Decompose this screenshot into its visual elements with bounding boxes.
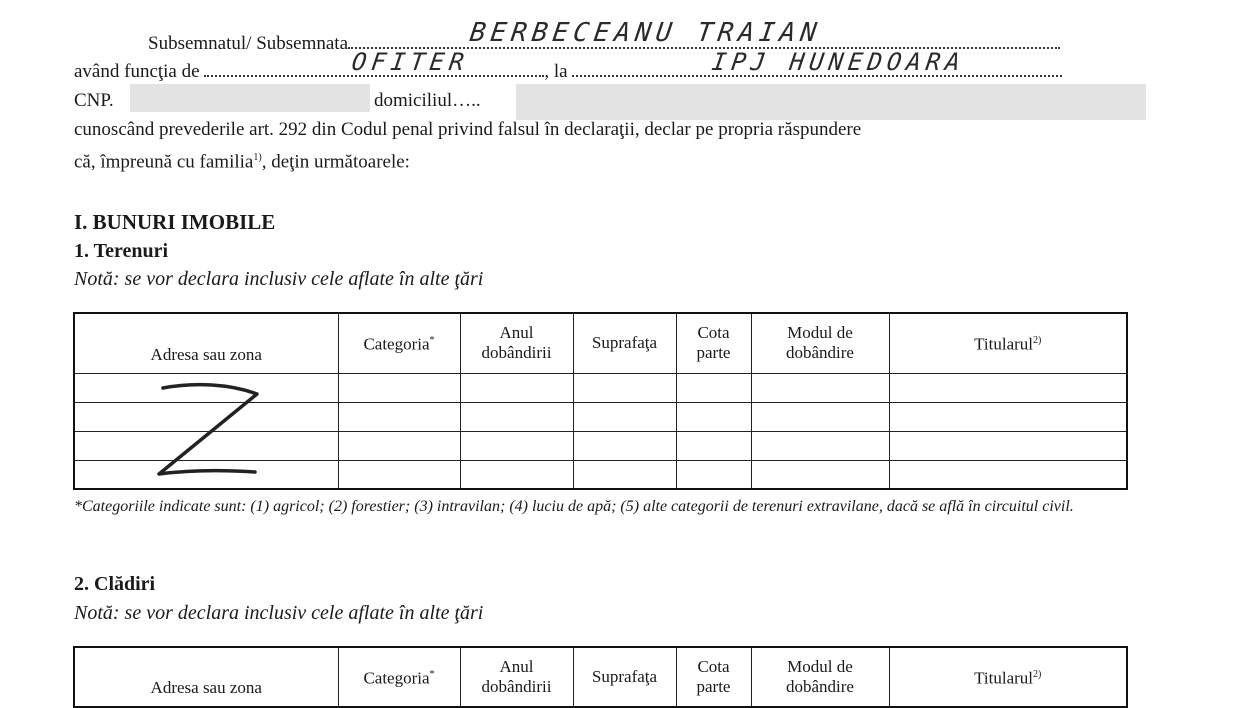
land-subtitle: 1. Terenuri: [74, 240, 169, 262]
statement-line-1: cunoscând prevederile art. 292 din Codul penal privind falsul în declaraţii, declar pe propria răspundere: [74, 119, 862, 140]
buildings-table: [73, 646, 1128, 708]
declarant-name-handwritten: BERBECEANU TRAIAN: [467, 18, 824, 48]
share-label-2: parte: [696, 343, 731, 363]
land-table-header: [74, 313, 1127, 373]
intro-label: Subsemnatul/ Subsemnata: [148, 33, 349, 54]
statement-line-2: [74, 147, 410, 173]
category-label: Categoria: [363, 335, 430, 355]
buildings-note: Notă: se vor declara inclusiv cele aflate în alte ţări: [74, 602, 484, 624]
owner-footnote-marker: 2): [1033, 669, 1042, 681]
col-address: Adresa sau zona: [74, 647, 338, 707]
col-surface: Suprafaţa: [573, 313, 676, 373]
mode-label-1: Modul de: [787, 323, 853, 343]
buildings-table-header: [74, 647, 1127, 707]
col-share: [676, 313, 751, 373]
owner-footnote-marker: 2): [1033, 335, 1042, 347]
institution-handwritten: IPJ HUNEDOARA: [710, 48, 967, 76]
col-owner: [889, 647, 1127, 707]
col-category: [338, 313, 460, 373]
cnp-label: CNP.: [74, 90, 114, 111]
mode-label-1: Modul de: [787, 657, 853, 676]
col-mode: [751, 313, 889, 373]
owner-label: Titularul: [974, 668, 1034, 688]
mode-label-2: dobândire: [786, 677, 854, 696]
share-label-2: parte: [696, 677, 731, 696]
function-handwritten: OFITER: [350, 48, 471, 76]
share-label-1: Cota: [697, 657, 730, 676]
share-label-1: Cota: [697, 323, 730, 343]
category-label: Categoria: [363, 668, 430, 688]
col-year: [460, 313, 573, 373]
function-label: având funcţia de: [74, 61, 200, 82]
category-footnote-marker: *: [429, 669, 435, 681]
land-note: Notă: se vor declara inclusiv cele aflate în alte ţări: [74, 268, 484, 290]
land-footnote: *Categoriile indicate sunt: (1) agricol; (2) forestier; (3) intravilan; (4) luciu de apă; (5) alte categorii de terenuri extravilane, dacă se află în circuitul civil.: [74, 498, 1074, 515]
section-title: I. BUNURI IMOBILE: [74, 210, 276, 234]
owner-label: Titularul: [974, 335, 1034, 355]
col-mode: [751, 647, 889, 707]
domicile-label: domiciliul…..: [374, 90, 481, 111]
buildings-subtitle: 2. Clădiri: [74, 573, 156, 595]
year-label-2: dobândirii: [481, 677, 552, 696]
col-surface: Suprafaţa: [573, 647, 676, 707]
statement-line-2-end: , deţin următoarele:: [261, 151, 410, 173]
category-footnote-marker: *: [429, 335, 435, 347]
col-owner: [889, 313, 1127, 373]
year-label-2: dobândirii: [481, 343, 552, 363]
statement-line-2-start: că, împreună cu familia: [74, 151, 254, 173]
mode-label-2: dobândire: [786, 343, 854, 363]
z-cancel-mark: [145, 378, 270, 483]
cnp-redaction: [130, 84, 370, 112]
at-label: , la: [544, 61, 568, 82]
col-year: [460, 647, 573, 707]
col-address: Adresa sau zona: [74, 313, 338, 373]
year-label-1: Anul: [499, 323, 534, 343]
family-footnote-marker: 1): [253, 152, 262, 163]
col-category: [338, 647, 460, 707]
year-label-1: Anul: [499, 657, 534, 676]
col-share: [676, 647, 751, 707]
domicile-redaction: [516, 84, 1146, 120]
